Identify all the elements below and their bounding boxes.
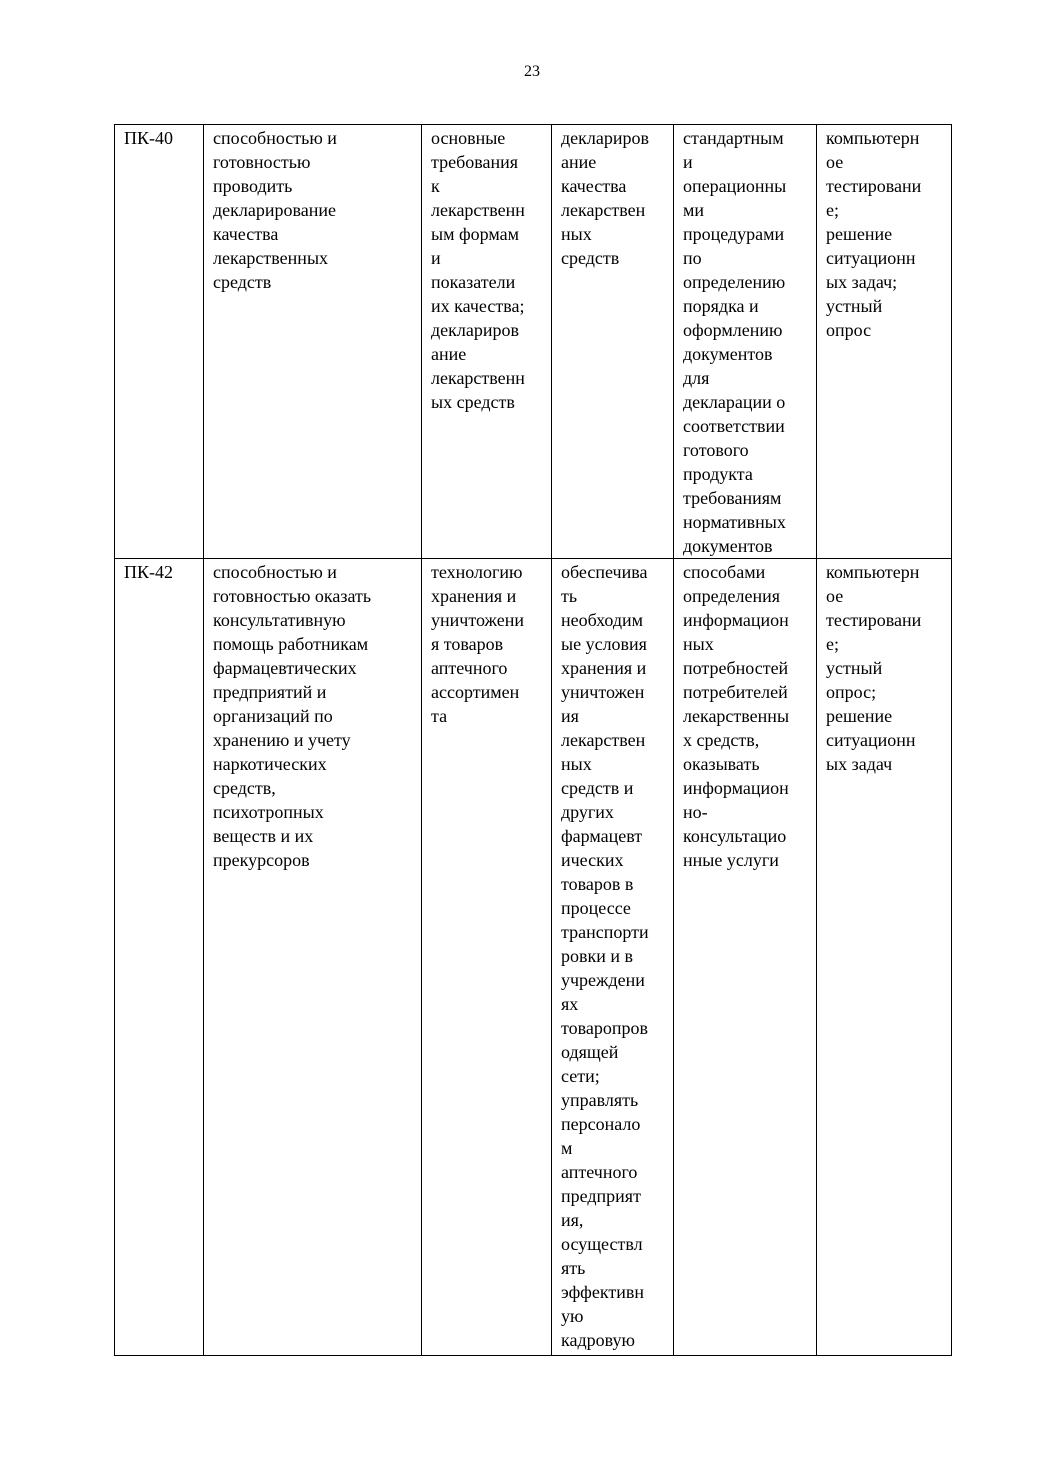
- know-cell: основные требования к лекарственн ым формам и показатели их качества; деклариров ание лекарственн ых средств: [422, 125, 552, 559]
- competence-code-cell: ПК-40: [115, 125, 204, 559]
- assessment-cell: компьютерн ое тестировани е; решение ситуационн ых задач; устный опрос: [817, 125, 952, 559]
- competence-description-cell: способностью и готовностью проводить декларирование качества лекарственных средств: [204, 125, 422, 559]
- competence-description-cell: способностью и готовностью оказать консультативную помощь работникам фармацевтических предприятий и организаций по хранению и учету наркотических средств, психотропных веществ и их прекурсоров: [204, 559, 422, 1356]
- table-row: [115, 125, 952, 559]
- competence-code-cell: ПК-42: [115, 559, 204, 1356]
- assessment-cell: компьютерн ое тестировани е; устный опрос; решение ситуационн ых задач: [817, 559, 952, 1356]
- be-able-cell: обеспечива ть необходим ые условия хранения и уничтожен ия лекарствен ных средств и других фармацевт ических товаров в процессе транспорти ровки и в учреждени ях товаропров одящей сети; управлять персонало м аптечного предприят ия, осуществл ять эффективн ую кадровую: [552, 559, 674, 1356]
- page-number: 23: [524, 63, 540, 80]
- master-cell: способами определения информацион ных потребностей потребителей лекарственны х средств, оказывать информацион но- консультацио нные услуги: [674, 559, 817, 1356]
- master-cell: стандартным и операционны ми процедурами по определению порядка и оформлению документов для декларации о соответствии готового продукта требованиям нормативных документов: [674, 125, 817, 559]
- competency-table: [114, 124, 952, 1356]
- table-row: [115, 559, 952, 1356]
- know-cell: технологию хранения и уничтожени я товаров аптечного ассортимен та: [422, 559, 552, 1356]
- be-able-cell: деклариров ание качества лекарствен ных средств: [552, 125, 674, 559]
